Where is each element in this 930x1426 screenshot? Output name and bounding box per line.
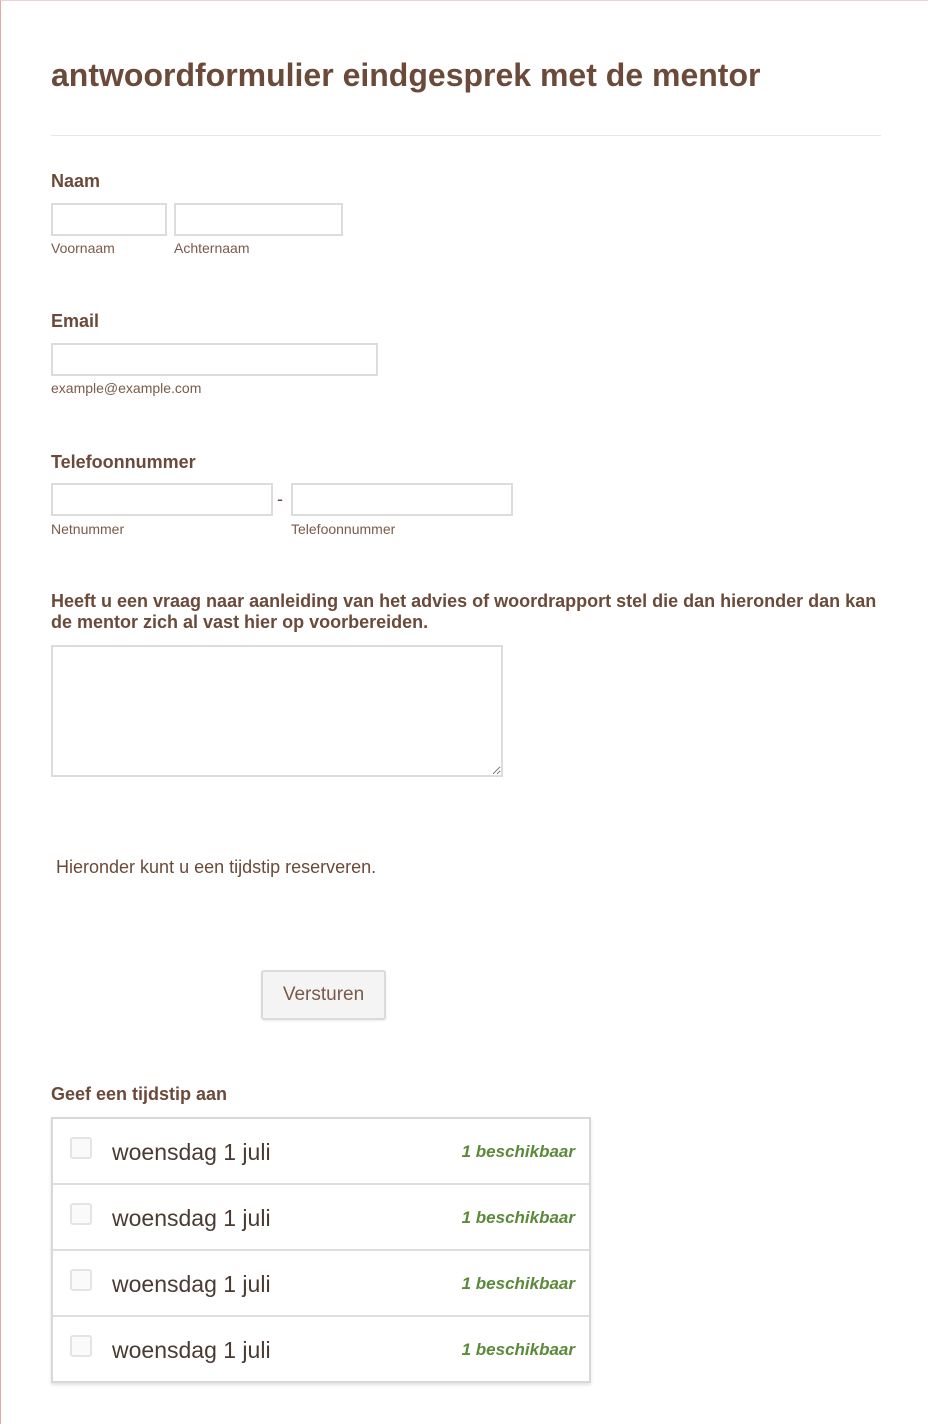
timeslot-availability: 1 beschikbaar — [461, 1142, 575, 1161]
timeslot-list — [51, 1117, 591, 1383]
last-name-input[interactable] — [174, 203, 343, 236]
timeslot-label: Geef een tijdstip aan — [51, 1084, 228, 1104]
timeslot-date: woensdag 1 juli — [112, 1139, 271, 1165]
timeslot-checkbox[interactable] — [70, 1203, 92, 1225]
timeslot-date: woensdag 1 juli — [112, 1337, 271, 1363]
title-divider — [51, 135, 881, 136]
first-name-sublabel: Voornaam — [51, 240, 115, 256]
timeslot-availability: 1 beschikbaar — [461, 1208, 575, 1227]
timeslot-checkbox[interactable] — [70, 1137, 92, 1159]
phone-separator: - — [277, 489, 283, 509]
phone-label: Telefoonnummer — [51, 452, 196, 472]
last-name-sublabel: Achternaam — [174, 240, 250, 256]
email-sublabel: example@example.com — [51, 380, 202, 396]
timeslot-availability: 1 beschikbaar — [461, 1340, 575, 1359]
submit-button[interactable]: Versturen — [261, 970, 386, 1020]
question-label: Heeft u een vraag naar aanleiding van het advies of woordrapport stel die dan hieronder dan kan de mentor zich al vast hier op voorbereiden. — [51, 591, 877, 632]
timeslot-checkbox[interactable] — [70, 1335, 92, 1357]
timeslot-date: woensdag 1 juli — [112, 1271, 271, 1297]
timeslot-item[interactable] — [53, 1185, 589, 1251]
form-title: antwoordformulier eindgesprek met de mentor — [51, 57, 761, 93]
phone-number-input[interactable] — [291, 483, 513, 516]
area-code-sublabel: Netnummer — [51, 521, 125, 537]
timeslot-item[interactable] — [53, 1119, 589, 1185]
email-label: Email — [51, 311, 100, 331]
question-textarea[interactable] — [51, 645, 503, 777]
timeslot-checkbox[interactable] — [70, 1269, 92, 1291]
timeslot-availability: 1 beschikbaar — [461, 1274, 575, 1293]
timeslot-item[interactable] — [53, 1317, 589, 1381]
timeslot-date: woensdag 1 juli — [112, 1205, 271, 1231]
reservation-info-text: Hieronder kunt u een tijdstip reserveren. — [56, 857, 377, 877]
email-input[interactable] — [51, 343, 378, 376]
name-label: Naam — [51, 171, 101, 191]
area-code-input[interactable] — [51, 483, 273, 516]
first-name-input[interactable] — [51, 203, 167, 236]
timeslot-item[interactable] — [53, 1251, 589, 1317]
phone-number-sublabel: Telefoonnummer — [291, 521, 396, 537]
